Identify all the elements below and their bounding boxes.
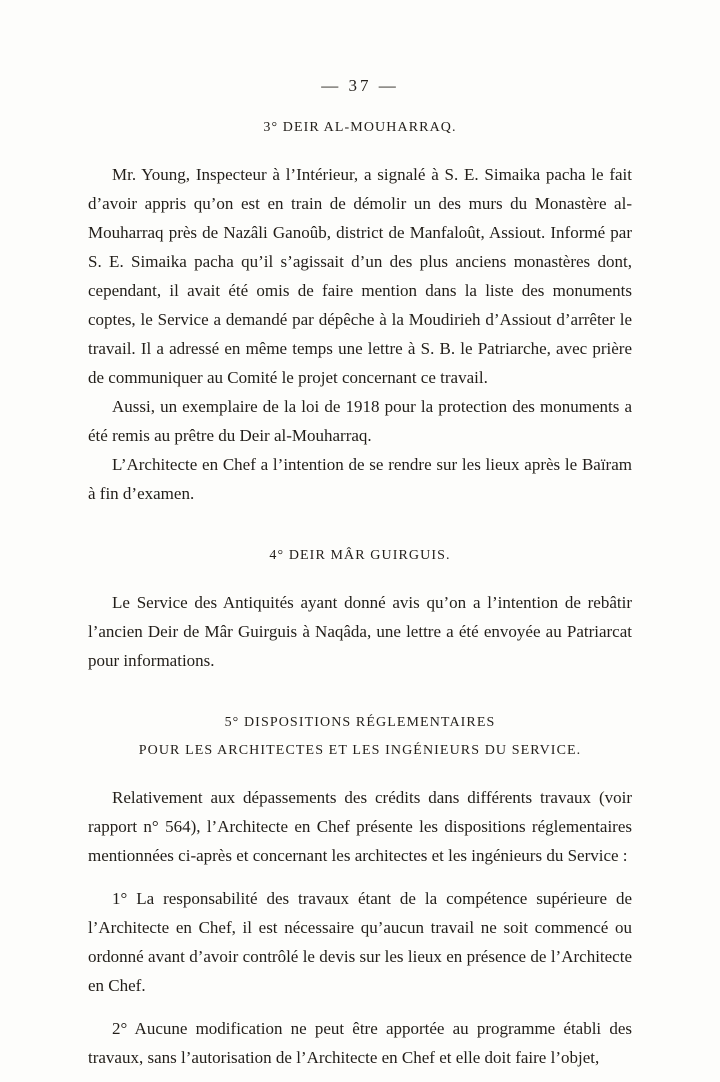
heading-deir-mar-guirguis: 4° DEIR MÂR GUIRGUIS. <box>269 548 451 563</box>
paragraph: Relativement aux dépassements des crédits dans différents travaux (voir rapport n° 564), l’Architecte en Chef présente les dispositions réglementaires mentionnées ci-après et concernant les architectes et les ingénieurs du Service : <box>88 788 632 865</box>
paragraph-clause-1: 1° La responsabilité des travaux étant de la compétence supérieure de l’Architecte en Chef, il est nécessaire qu’aucun travail ne soit commencé ou ordonné avant d’avoir contrôlé le devis sur les lieux en présence de l’Architecte en Chef. <box>88 889 632 995</box>
heading-line-2: POUR LES ARCHITECTES ET LES INGÉNIEURS DU SERVICE. <box>138 743 582 758</box>
section-deir-al-mouharraq <box>88 114 632 508</box>
page-number: — 37 — <box>321 76 399 95</box>
paragraph: Mr. Young, Inspecteur à l’Intérieur, a signalé à S. E. Simaika pacha le fait d’avoir appris qu’on est en train de démolir un des murs du Monastère al-Mouharraq près de Nazâli Ganoûb, district de Manfaloût, Assiout. Informé par S. E. Simaika pacha qu’il s’agissait d’un des plus anciens monastères dont, cependant, il avait été omis de faire mention dans la liste des monuments coptes, le Service a demandé par dépêche à la Moudirieh d’Assiout d’arrêter le travail. Il a adressé en même temps une lettre à S. B. le Patriarche, avec prière de communiquer au Comité le projet concernant ce travail. <box>88 165 632 387</box>
section-dispositions-reglementaires <box>88 709 632 1072</box>
paragraph-clause-2: 2° Aucune modification ne peut être apportée au programme établi des travaux, sans l’autorisation de l’Architecte en Chef et elle doit faire l’objet, <box>88 1019 632 1067</box>
heading-deir-al-mouharraq: 3° DEIR AL-MOUHARRAQ. <box>263 120 457 135</box>
paragraph: L’Architecte en Chef a l’intention de se rendre sur les lieux après le Baïram à fin d’examen. <box>88 455 632 503</box>
section-deir-mar-guirguis <box>88 542 632 675</box>
heading-line-1: 5° DISPOSITIONS RÉGLEMENTAIRES <box>224 715 496 730</box>
paragraph: Aussi, un exemplaire de la loi de 1918 pour la protection des monuments a été remis au prêtre du Deir al-Mouharraq. <box>88 397 632 445</box>
heading-dispositions-reglementaires <box>88 709 632 765</box>
paragraph: Le Service des Antiquités ayant donné avis qu’on a l’intention de rebâtir l’ancien Deir de Mâr Guirguis à Naqâda, une lettre a été envoyée au Patriarcat pour informations. <box>88 593 632 670</box>
